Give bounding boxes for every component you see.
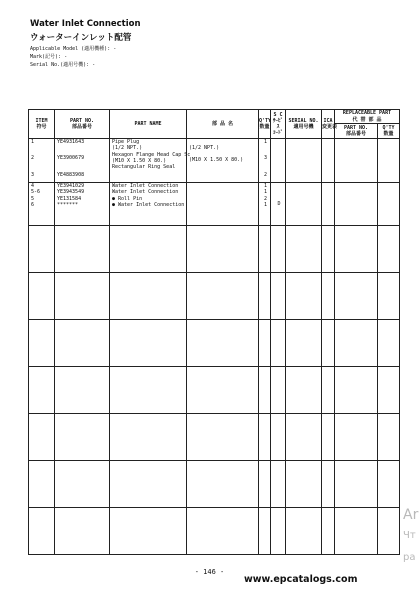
group-1-items: 1 2 3	[29, 139, 55, 183]
group-2-part-nos: YE3941029 YE3943549 YE131584 *******	[55, 183, 110, 226]
table-row	[29, 139, 400, 183]
page-number: - 146 -	[194, 568, 225, 576]
title-english: Water Inlet Connection	[30, 19, 141, 29]
group-1-rp-part	[335, 139, 378, 183]
group-2-names: Water Inlet Connection Water Inlet Connection ● Roll Pin ● Water Inlet Connection	[110, 183, 187, 226]
group-1-rp-qty	[378, 139, 400, 183]
col-rp-part-no: PART NO. 部品番号	[335, 124, 378, 139]
group-2-names-jp	[187, 183, 259, 226]
blank-row	[29, 508, 400, 555]
col-part-name-jp: 部 品 名	[187, 110, 259, 139]
mark: Mark(記号): -	[30, 54, 68, 60]
watermark-text: Ar	[403, 507, 419, 523]
parts-table	[28, 109, 400, 555]
group-1-sc	[271, 139, 286, 183]
group-2-rp-part	[335, 183, 378, 226]
table-row	[29, 183, 400, 226]
group-1-names-jp: (1/2 NPT.) (M10 X 1.50 X 80.)	[187, 139, 259, 183]
header-row	[29, 110, 400, 124]
watermark-text: ра	[403, 552, 416, 563]
blank-row	[29, 273, 400, 320]
group-2-ica	[322, 183, 335, 226]
col-replaceable: REPLACEABLE PART 代 替 部 品	[335, 110, 400, 124]
col-rp-qty: Q'TY 数量	[378, 124, 400, 139]
group-2-sc: D	[271, 183, 286, 226]
group-1-qty: 1 3 2	[259, 139, 271, 183]
col-sc: S C ｻｰﾋﾞ ｽ ｺｰﾄﾞ	[271, 110, 286, 139]
site-link[interactable]: www.epcatalogs.com	[244, 574, 358, 585]
group-1-serial	[286, 139, 322, 183]
group-2-serial	[286, 183, 322, 226]
col-ica: ICA 変更表	[322, 110, 335, 139]
group-1-ica	[322, 139, 335, 183]
col-qty: Q'TY 数量	[259, 110, 271, 139]
col-part-name: PART NAME	[110, 110, 187, 139]
serial-no: Serial No.(適用号機): -	[30, 62, 96, 68]
group-2-qty: 1 1 2 1	[259, 183, 271, 226]
group-2-items: 4 5-6 5 6	[29, 183, 55, 226]
title-japanese: ウォーターインレット配管	[30, 33, 132, 43]
blank-row	[29, 414, 400, 461]
col-item: ITEM 符号	[29, 110, 55, 139]
group-1-names: Pipe Plug (1/2 NPT.) Hexagon Flange Head Cap Sc (M10 X 1.50 X 80.) Rectangular Ring Seal	[110, 139, 187, 183]
blank-row	[29, 226, 400, 273]
applicable-model: Applicable Model (適用機種): -	[30, 46, 117, 52]
blank-row	[29, 320, 400, 367]
group-1-part-nos: YE4931643 YE3900679 YE4883908	[55, 139, 110, 183]
col-serial: SERIAL NO. 適用号機	[286, 110, 322, 139]
blank-row	[29, 367, 400, 414]
watermark-text: Чт	[403, 530, 416, 541]
group-2-rp-qty	[378, 183, 400, 226]
col-part-no: PART NO. 部品番号	[55, 110, 110, 139]
blank-row	[29, 461, 400, 508]
